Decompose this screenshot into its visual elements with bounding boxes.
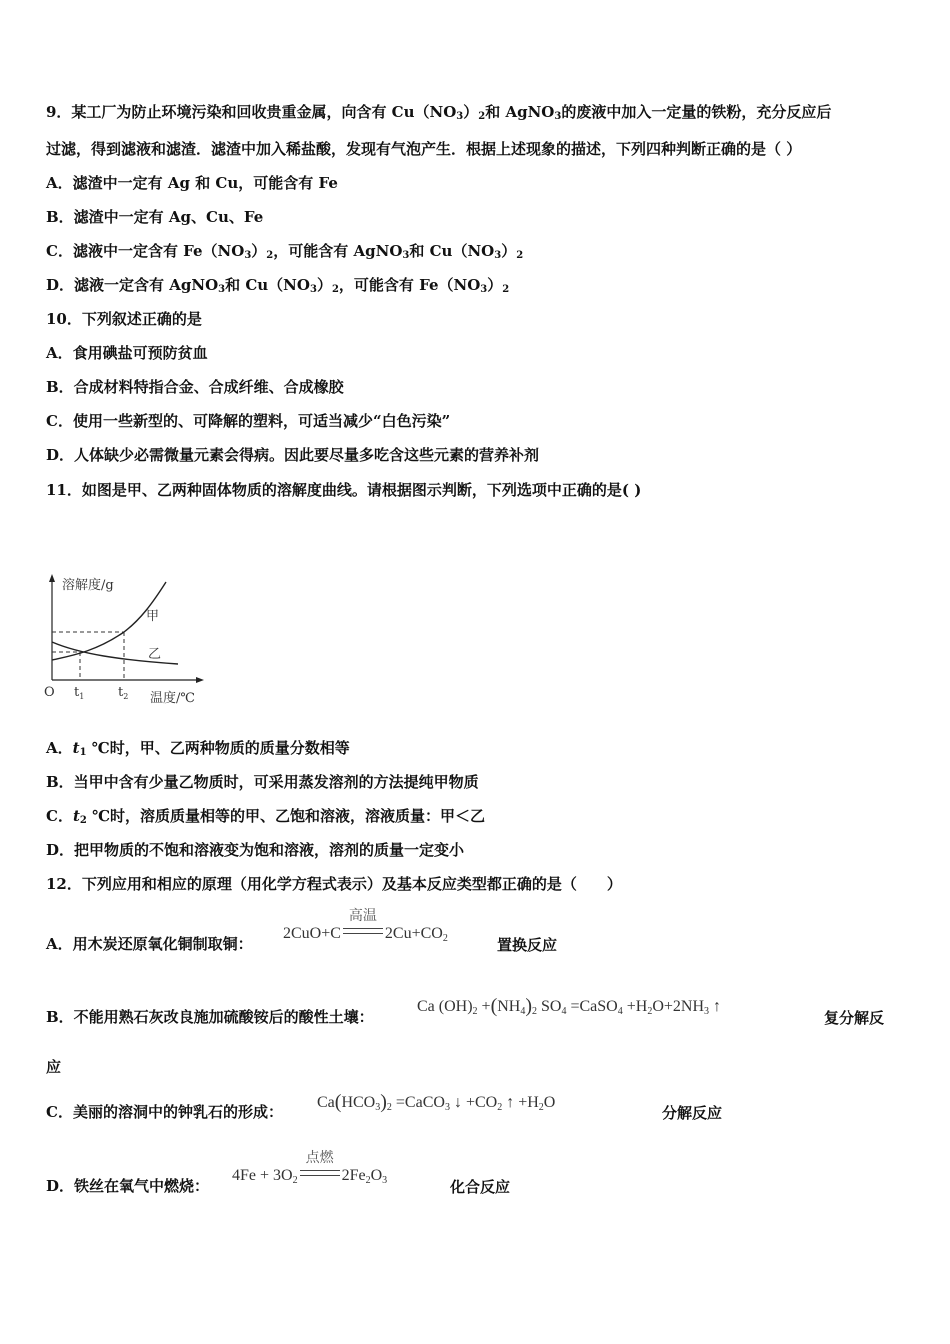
q9-option-a: A．滤渣中一定有 Ag 和 Cu，可能含有 Fe [46, 174, 338, 192]
x-axis-label: 温度/℃ [150, 691, 195, 706]
q12-option-c-equation: $Ca(HCO_3)_2$ =CaCO$_3$ ↓ $+CO_2$ ↑ $+H_2O$ [317, 1091, 556, 1113]
q12-option-b-equation: Ca $(OH)_2 +(NH_4)_2$ $SO_4$ =CaSO$_4$ $+H_2O+2NH_3$ ↑ [417, 995, 721, 1017]
q12-option-c-label: C．美丽的溶洞中的钟乳石的形成： [46, 1103, 283, 1121]
q11-option-d: D．把甲物质的不饱和溶液变为饱和溶液，溶剂的质量一定变小 [46, 841, 465, 859]
q11-stem: 11．如图是甲、乙两种固体物质的溶解度曲线。请根据图示判断，下列选项中正确的是( ) [46, 481, 642, 499]
q10-stem: 10．下列叙述正确的是 [46, 310, 202, 328]
x-axis-arrow [196, 677, 204, 683]
q10-option-b: B．合成材料特指合金、合成纤维、合成橡胶 [46, 378, 344, 396]
y-axis-arrow [49, 574, 55, 582]
q12-option-a-equation: 2CuO+C 高温 $2Cu+CO_2$ [283, 908, 448, 944]
q10-option-c: C．使用一些新型的、可降解的塑料，可适当减少“白色污染” [46, 412, 451, 430]
q12-option-a-type: 置换反应 [497, 936, 558, 954]
q10-option-d: D．人体缺少必需微量元素会得病。因此要尽量多吃含这些元素的营养补剂 [46, 446, 540, 464]
t2-label: $t_2$ [118, 685, 129, 701]
q12-option-a-label: A．用木炭还原氧化铜制取铜： [46, 935, 253, 953]
q12-option-b-label: B．不能用熟石灰改良施加硫酸铵后的酸性土壤： [46, 1008, 374, 1026]
q12-option-d-label: D．铁丝在氧气中燃烧： [46, 1177, 210, 1195]
y-axis-label: 溶解度/g [62, 578, 114, 593]
condition-ignite: 点燃 [298, 1167, 342, 1185]
t1-label: $t_1$ [74, 685, 85, 701]
q9-option-c: C．滤液中一定含有 $Fe(NO_3)_2$，可能含有 AgNO$_3$和 $Cu(NO_3)_2$ [46, 242, 524, 261]
q11-option-a: A．$t_1$ ℃时，甲、乙两种物质的质量分数相等 [46, 739, 350, 758]
q12-option-b-type-cont: 应 [46, 1058, 62, 1076]
q12-stem: 12．下列应用和相应的原理（用化学方程式表示）及基本反应类型都正确的是（ ） [46, 875, 622, 893]
solubility-graph [40, 572, 210, 710]
q10-option-a: A．食用碘盐可预防贫血 [46, 344, 208, 362]
origin-label: O [44, 685, 55, 700]
q12-option-b-type: 复分解反 [824, 1009, 885, 1027]
condition-high-temp: 高温 [341, 925, 385, 943]
q9-stem-line1: 9．某工厂为防止环境污染和回收贵重金属，向含有 $Cu(NO_3)_2$和 AgNO$_3$的废液中加入一定量的铁粉，充分反应后 [46, 103, 832, 122]
q12-option-c-type: 分解反应 [662, 1104, 723, 1122]
q9-option-d: D．滤液一定含有 AgNO$_3$和 $Cu(NO_3)_2$，可能含有 $Fe(NO_3)_2$ [46, 276, 510, 295]
q11-option-b: B．当甲中含有少量乙物质时，可采用蒸发溶剂的方法提纯甲物质 [46, 773, 479, 791]
q11-option-c: C．$t_2$ ℃时，溶质质量相等的甲、乙饱和溶液，溶液质量：甲＜乙 [46, 807, 486, 826]
q12-option-d-equation: $4Fe + 3O_2$ 点燃 $2Fe_2O_3$ [232, 1150, 388, 1186]
curve-jia-label: 甲 [146, 609, 160, 624]
q9-stem-line2: 过滤，得到滤液和滤渣．滤渣中加入稀盐酸，发现有气泡产生．根据上述现象的描述，下列四种判断正确的是（ ） [46, 140, 802, 158]
q12-option-d-type: 化合反应 [450, 1178, 511, 1196]
q9-option-b: B．滤渣中一定有 Ag、Cu、Fe [46, 208, 264, 226]
curve-yi-label: 乙 [148, 647, 162, 662]
